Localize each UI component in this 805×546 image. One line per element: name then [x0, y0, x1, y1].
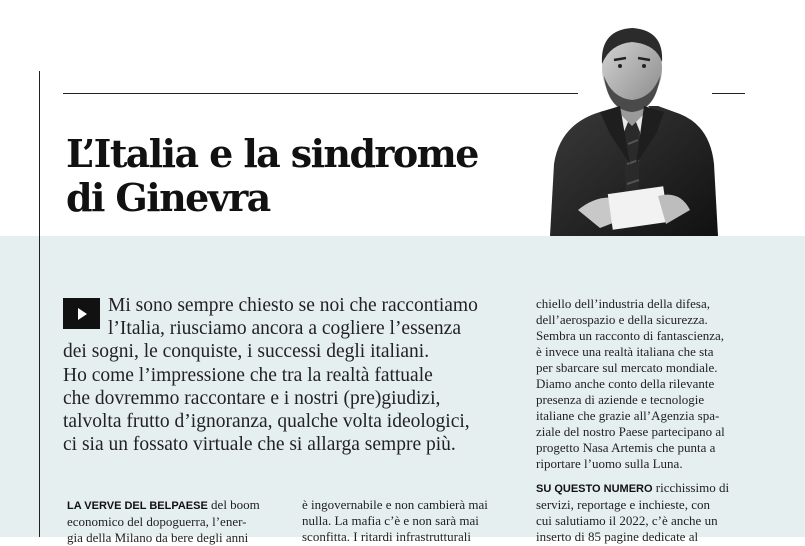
body-line: presenza di aziende e tecnologie: [536, 392, 705, 407]
lead-line: talvolta frutto d’ignoranza, qualche volta ideologici,: [63, 411, 470, 433]
body-line: cui salutiamo il 2022, c’è anche un: [536, 513, 718, 528]
body-line: riportare l’uomo sulla Luna.: [536, 456, 683, 471]
body-line: servizi, reportage e inchieste, con: [536, 497, 710, 512]
body-line: sconfitta. I ritardi infrastrutturali: [302, 529, 471, 544]
body-line: inserto di 85 pagine dedicate al: [536, 529, 699, 544]
author-portrait: [540, 14, 720, 236]
lead-line: ci sia un fossato virtuale che si allarga sempre più.: [63, 434, 456, 456]
middle-column: [302, 497, 517, 545]
body-line: economico del dopoguerra, l’ener-: [67, 514, 247, 529]
body-line: nulla. La mafia c’è e non sarà mai: [302, 513, 479, 528]
body-line: ziale del nostro Paese partecipano al: [536, 424, 725, 439]
body-text: del boom: [207, 497, 260, 512]
lead-line: dei sogni, le conquiste, i successi degli italiani.: [63, 341, 430, 363]
body-line: italiane che grazie all’Agenzia spa-: [536, 408, 720, 423]
body-line: è ingovernabile e non cambierà mai: [302, 497, 488, 512]
right-column: [536, 296, 786, 545]
lead-line: Ho come l’impressione che tra la realtà fattuale: [63, 364, 433, 386]
body-line: [536, 480, 786, 497]
body-line: dell’aerospazio e della sicurezza.: [536, 312, 708, 327]
body-line: gia della Milano da bere degli anni: [67, 530, 249, 545]
body-line: [67, 497, 282, 514]
column-rule-vertical: [39, 71, 40, 537]
headline-line: di Ginevra: [66, 175, 270, 220]
body-line: è invece una realtà italiana che sta: [536, 344, 714, 359]
body-line: progetto Nasa Artemis che punta a: [536, 440, 716, 455]
body-line: chiello dell’industria della difesa,: [536, 296, 710, 311]
lead-line: che dovremmo raccontare e i nostri (pre)giudizi,: [63, 387, 441, 409]
section-kicker: SU QUESTO NUMERO: [536, 483, 653, 495]
body-line: per sbarcare sul mercato mondiale.: [536, 360, 718, 375]
body-text: ricchissimo di: [652, 480, 730, 495]
headline-line: L’Italia e la sindrome: [66, 131, 478, 176]
lead-paragraph: [63, 294, 513, 456]
header-rule: [63, 93, 578, 94]
section-kicker: LA VERVE DEL BELPAESE: [67, 500, 208, 512]
lead-line: Mi sono sempre chiesto se noi che raccontiamo: [108, 295, 478, 316]
body-line: Diamo anche conto della rilevante: [536, 376, 715, 391]
lead-line: l’Italia, riusciamo ancora a cogliere l’essenza: [108, 318, 461, 340]
body-line: Sembra un racconto di fantascienza,: [536, 328, 725, 343]
headline: [66, 132, 536, 220]
left-column: [67, 497, 282, 546]
